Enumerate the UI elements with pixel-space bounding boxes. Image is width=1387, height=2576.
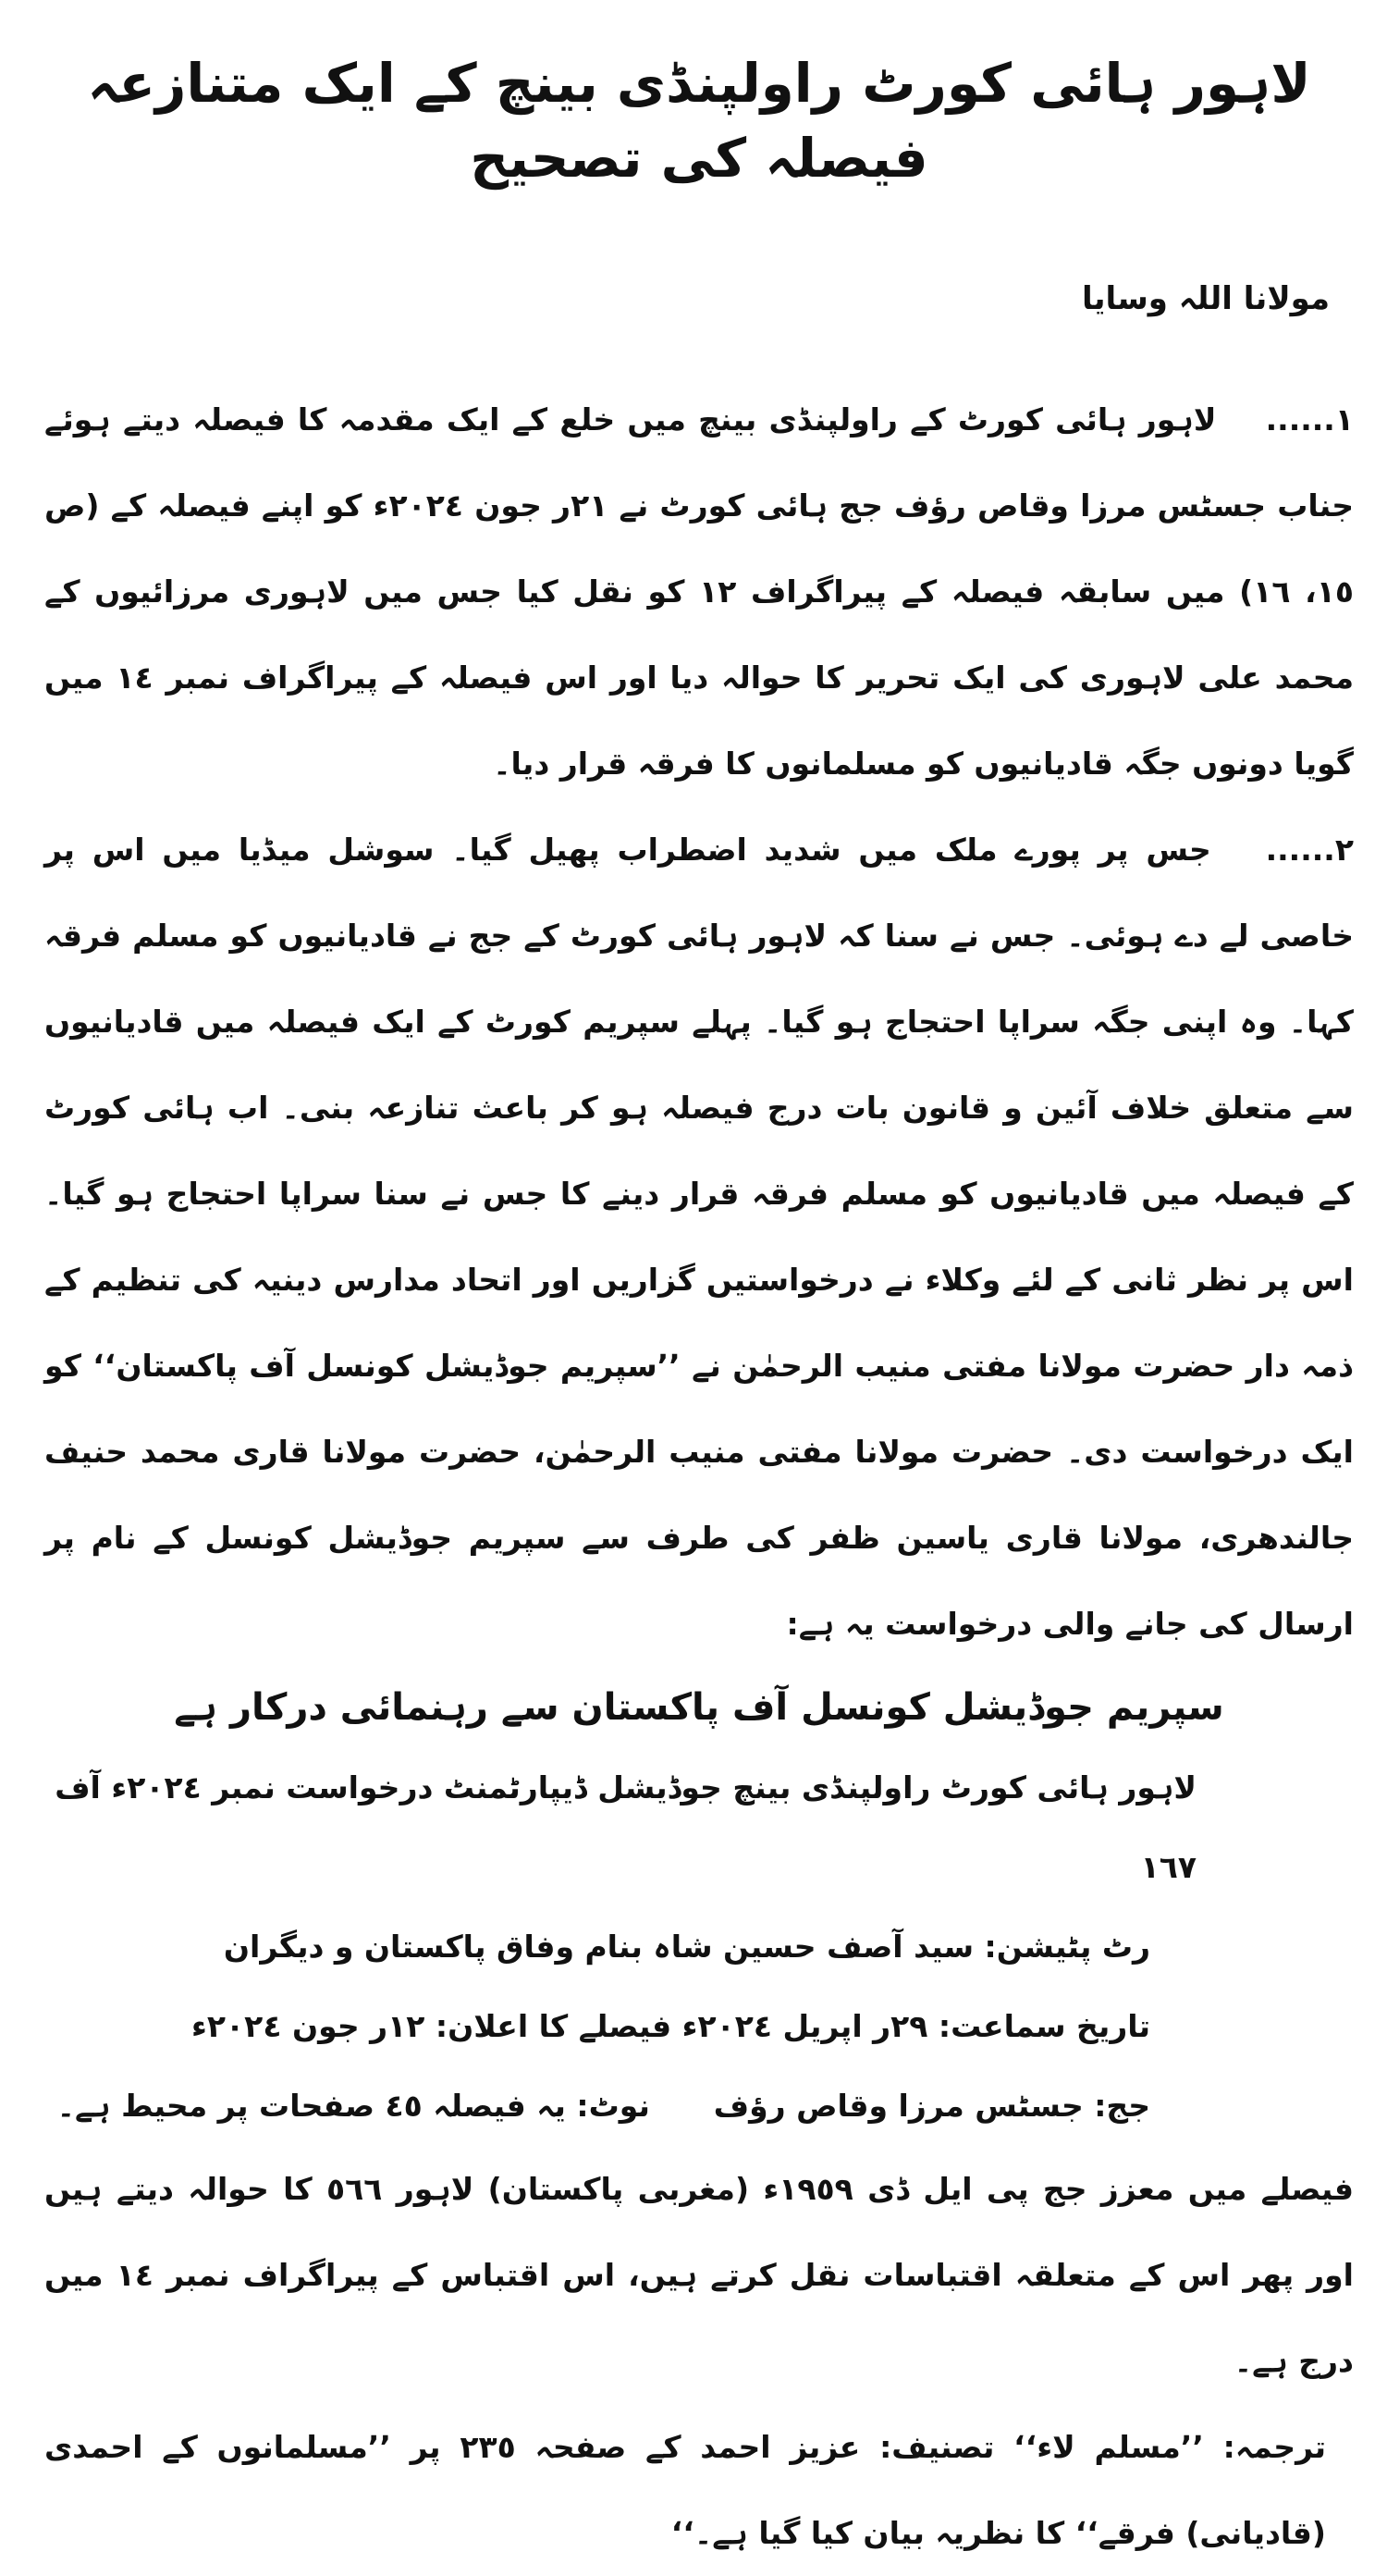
case-dates: تاریخ سماعت: ٢٩ر اپریل ٢٠٢٤ء فیصلے کا اعلان: ١٢ر جون ٢٠٢٤ء	[191, 2008, 1150, 2045]
paragraph-3: فیصلے میں معزز جج پی ایل ڈی ١٩٥٩ء (مغربی پاکستان) لاہور ٥٦٦ کا حوالہ دیتے ہیں اور پھر اس کے متعلقہ اقتباسات نقل کرتے ہیں، اس اقتباس کے پیراگراف نمبر ١٤ میں درج ہے۔	[44, 2171, 1355, 2380]
paragraph-1-number: ١......	[1265, 401, 1354, 438]
case-department: لاہور ہائی کورٹ راولپنڈی بینچ جوڈیشل ڈیپارٹمنٹ درخواست نمبر ٢٠٢٤ء آف ١٦٧	[55, 1769, 1197, 1886]
case-judge: جج: جسٹس مرزا وقاص رؤف نوٹ: یہ فیصلہ ٤٥ صفحات پر محیط ہے۔	[56, 2088, 1150, 2125]
paragraph-1-text: لاہور ہائی کورٹ کے راولپنڈی بینچ میں خلع کے ایک مقدمہ کا فیصلہ دیتے ہوئے جناب جسٹس مرزا وقاص رؤف جج ہائی کورٹ نے ٢١ر جون ٢٠٢٤ء کو اپنے فیصلہ کے (ص ١٥، ١٦) میں سابقہ فیصلہ کے پیراگراف ١٢ کو نقل کیا جس میں لاہوری مرزائیوں کے محمد علی لاہوری کی ایک تحریر کا حوالہ دیا اور اس فیصلہ کے پیراگراف نمبر ١٤ میں گویا دونوں جگہ قادیانیوں کو مسلمانوں کا فرقہ قرار دیا۔	[44, 401, 1354, 783]
quoted-translation: ترجمہ: ’’مسلم لاء‘‘ تصنیف: عزیز احمد کے صفحہ ٢٣٥ پر ’’مسلمانوں کے احمدی (قادیانی) فرقے‘‘ کا نظریہ بیان کیا گیا ہے۔‘‘	[44, 2429, 1326, 2552]
article-title: لاہور ہائی کورٹ راولپنڈی بینچ کے ایک متنازعہ فیصلہ کی تصحیح	[87, 52, 1311, 191]
case-petition: رٹ پٹیشن: سید آصف حسین شاہ بنام وفاق پاکستان و دیگران	[223, 1929, 1150, 1966]
paragraph-2-number: ٢......	[1265, 832, 1354, 869]
author-byline: مولانا اللہ وسایا	[1082, 280, 1330, 318]
paragraph-1	[44, 376, 1354, 807]
paragraph-2-text: جس پر پورے ملک میں شدید اضطراب پھیل گیا۔ سوشل میڈیا میں اس پر خاصی لے دے ہوئی۔ جس نے سنا کہ لاہور ہائی کورٹ کے جج نے قادیانیوں کو مسلم فرقہ کہا۔ وہ اپنی جگہ سراپا احتجاج ہو گیا۔ پہلے سپریم کورٹ کے ایک فیصلہ میں قادیانیوں سے متعلق خلاف آئین و قانون بات درج فیصلہ ہو کر باعث تنازعہ بنی۔ اب ہائی کورٹ کے فیصلہ میں قادیانیوں کو مسلم فرقہ قرار دینے کا جس نے سنا سراپا احتجاج ہو گیا۔ اس پر نظر ثانی کے لئے وکلاء نے درخواستیں گزاریں اور اتحاد مدارس دینیہ کی تنظیم کے ذمہ دار حضرت مولانا مفتی منیب الرحمٰن نے ’’سپریم جوڈیشل کونسل آف پاکستان‘‘ کو ایک درخواست دی۔ حضرت مولانا مفتی منیب الرحمٰن، حضرت مولانا قاری محمد حنیف جالندھری، مولانا قاری یاسین ظفر کی طرف سے سپریم جوڈیشل کونسل کے نام پر ارسال کی جانے والی درخواست یہ ہے:	[44, 832, 1354, 1643]
paragraph-2	[44, 807, 1354, 1667]
section-subheading: سپریم جوڈیشل کونسل آف پاکستان سے رہنمائی درکار ہے	[174, 1686, 1224, 1730]
